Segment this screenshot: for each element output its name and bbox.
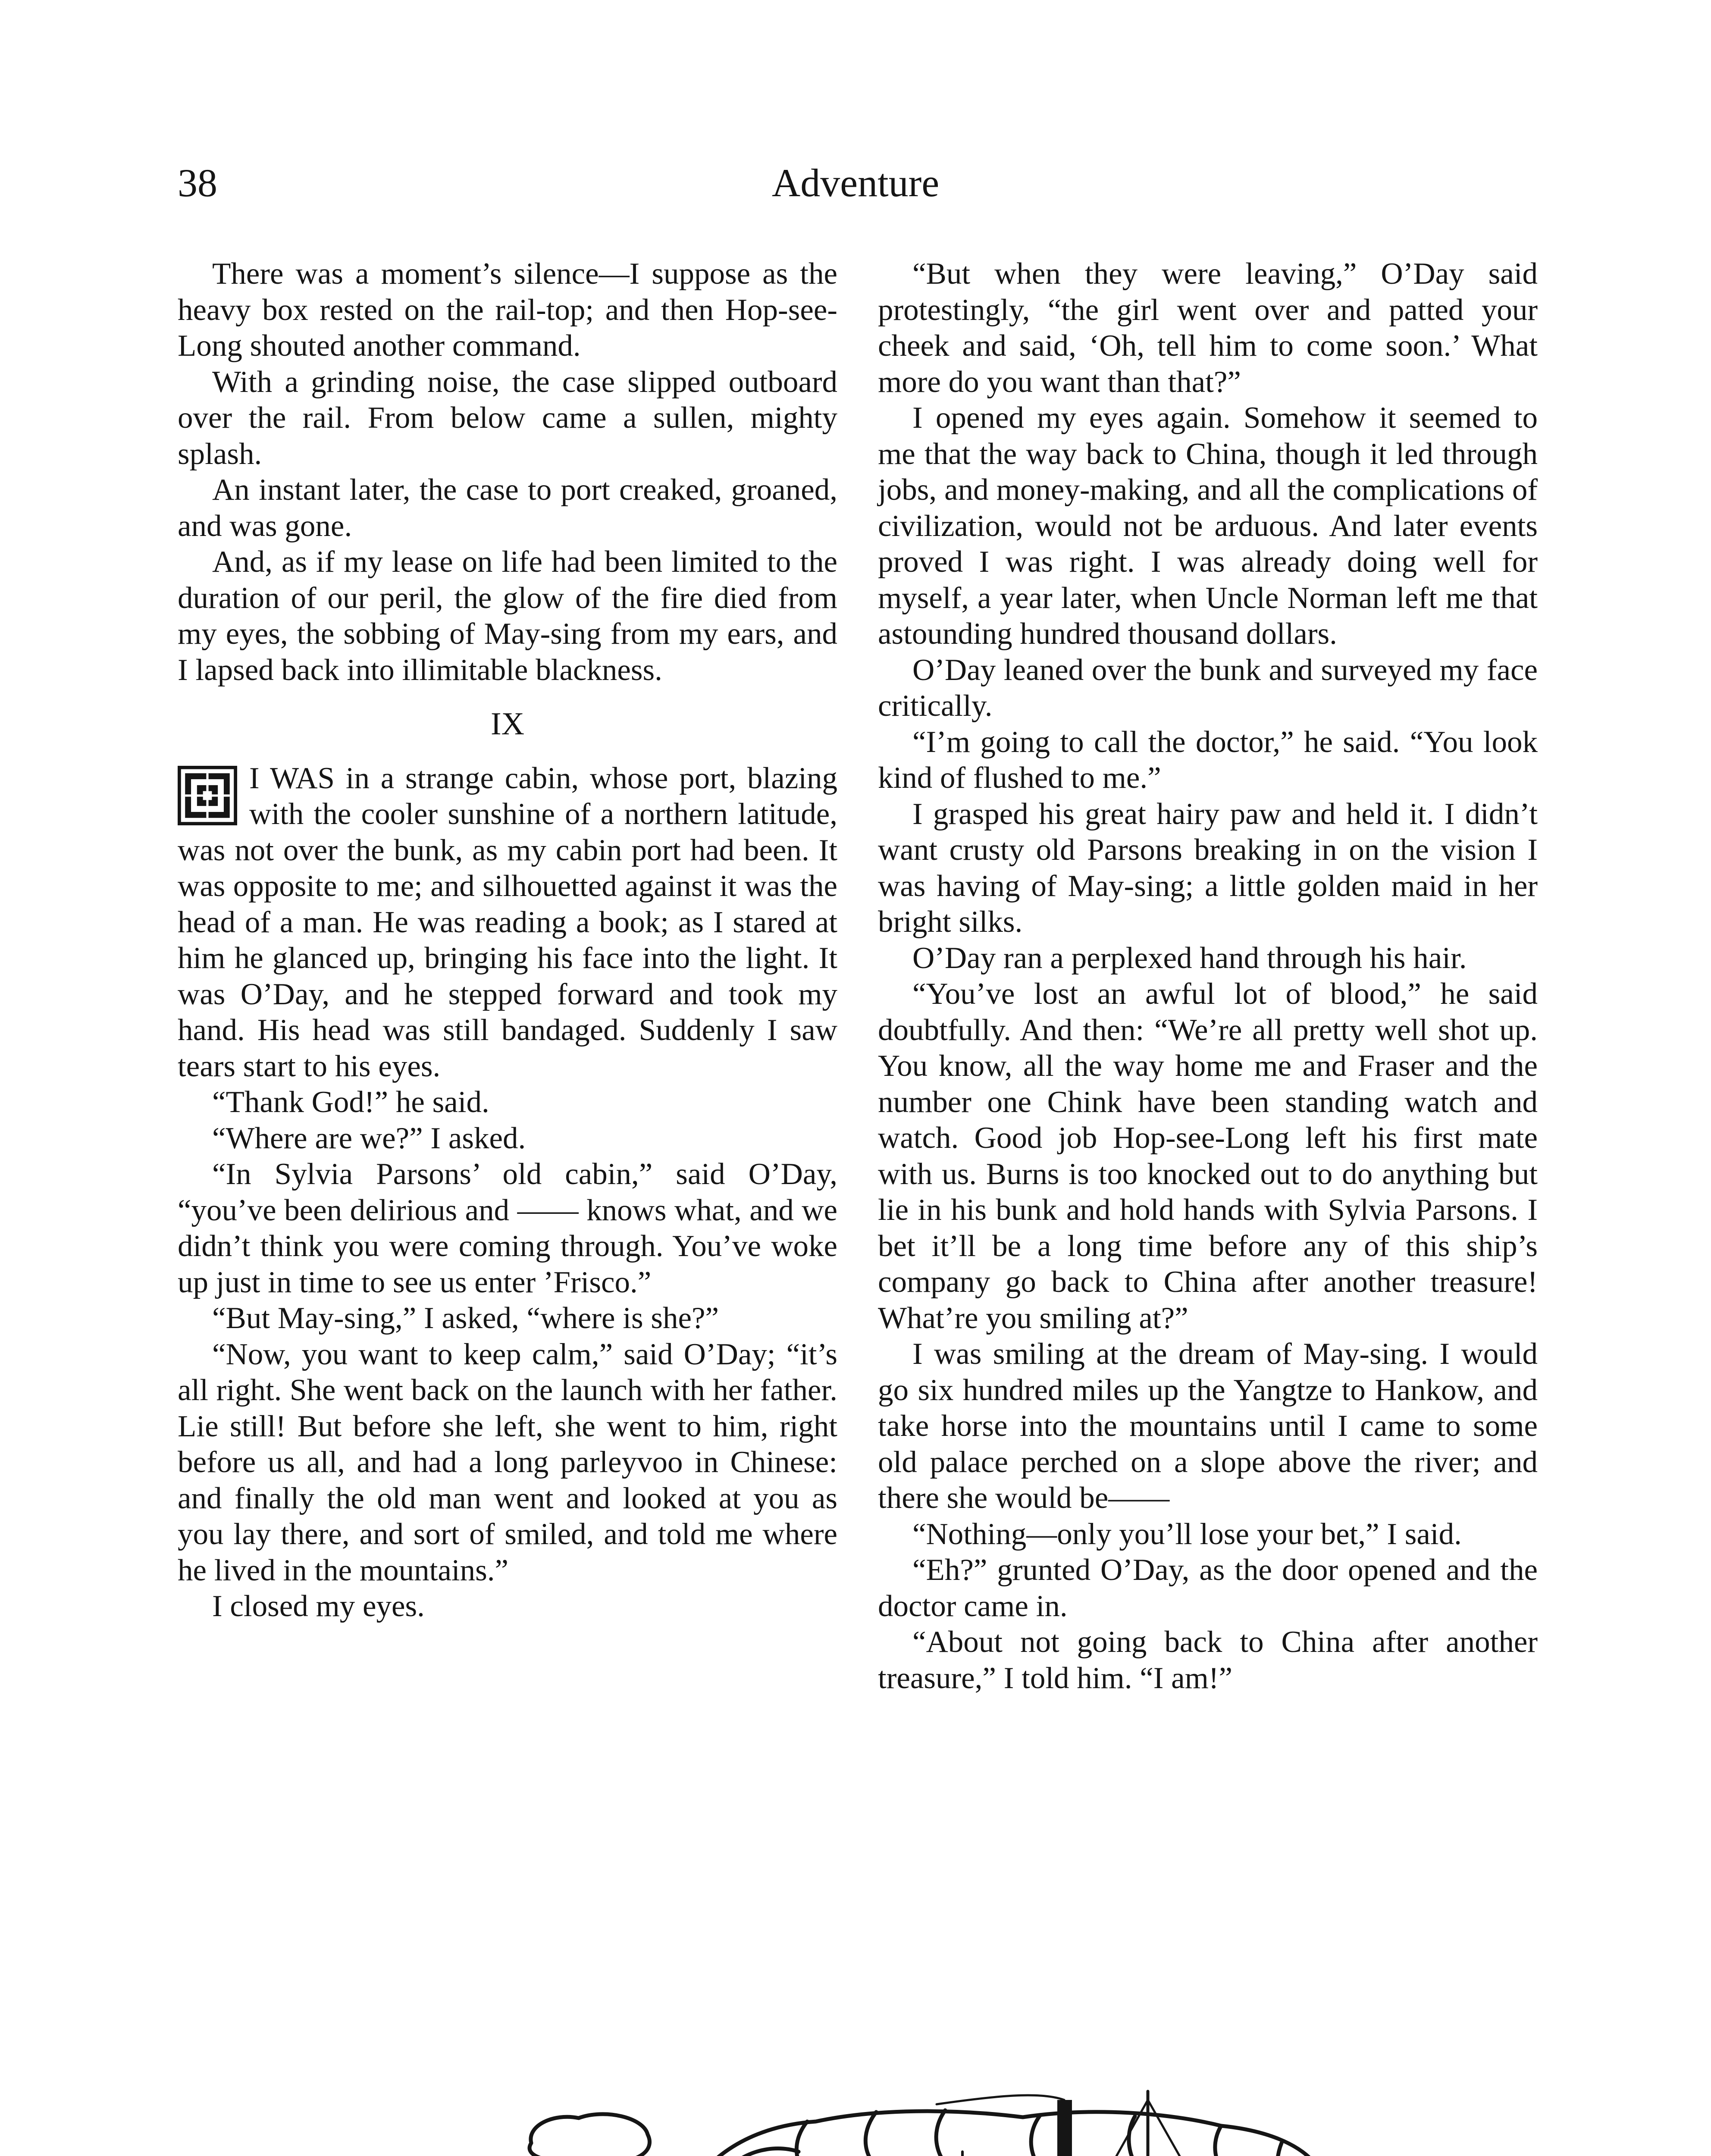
paragraph: I closed my eyes. bbox=[212, 1589, 425, 1623]
paragraph: An instant later, the case to port creaked, groaned, and was gone. bbox=[178, 473, 837, 543]
paragraph: “But when they were leaving,” O’Day said protestingly, “the girl went over and patted your cheek and said, ‘Oh, tell him to come soon.’ What more do you want than that?” bbox=[878, 257, 1538, 399]
right-column bbox=[878, 256, 1538, 1696]
paragraph: I grasped his great hairy paw and held it. I didn’t want crusty old Parsons breaking in on the vision I was having of May-sing; a little golden maid in her bright silks. bbox=[878, 797, 1538, 939]
paragraph: With a grinding noise, the case slipped outboard over the rail. From below came a sullen, mighty splash. bbox=[178, 365, 837, 471]
paragraph: O’Day leaned over the bunk and surveyed my face critically. bbox=[878, 653, 1538, 723]
ship-funnel bbox=[1057, 2100, 1072, 2156]
ship-illustration bbox=[178, 2065, 1536, 2156]
left-column bbox=[178, 256, 837, 1625]
paragraph: “Thank God!” he said. bbox=[212, 1085, 489, 1119]
paragraph: “Nothing—only you’ll lose your bet,” I said. bbox=[912, 1517, 1462, 1551]
chapter-opening-paragraph bbox=[178, 761, 837, 1085]
paragraph: O’Day ran a perplexed hand through his hair. bbox=[912, 941, 1467, 975]
cloud-icon bbox=[530, 2114, 649, 2156]
paragraph: I was smiling at the dream of May-sing. I would go six hundred miles up the Yangtze to Hankow, and take horse into the mountains until I came to some old palace perched on a slope above the river; and there she would be—— bbox=[878, 1337, 1538, 1515]
paragraph: “I’m going to call the doctor,” he said. “You look kind of flushed to me.” bbox=[878, 725, 1538, 795]
chapter-opening-text: I WAS in a strange cabin, whose port, blazing with the cooler sunshine of a northern latitude, was not over the bunk, as my cabin port had been. It was opposite to me; and silhouetted against it was the head of a man. He was reading a book; as I stared at him he glanced up, bringing his face into the light. It was O’Day, and he stepped forward and took my hand. His head was still bandaged. Suddenly I saw tears start to his eyes. bbox=[178, 761, 837, 1083]
paragraph: “You’ve lost an awful lot of blood,” he said doubtfully. And then: “We’re all pretty well shot up. You know, all the way home me and Fraser and the number one Chink have been standing watch and watch. Good job Hop-see-Long left his first mate with us. Burns is too knocked out to do anything but lie in his bunk and hold hands with Sylvia Parsons. I bet it’ll be a long time before any of this ship’s company go back to China after another treasure! What’re you smiling at?” bbox=[878, 977, 1538, 1335]
paragraph: “But May-sing,” I asked, “where is she?” bbox=[212, 1301, 719, 1335]
chapter-heading: IX bbox=[490, 706, 525, 742]
paragraph: “Where are we?” I asked. bbox=[212, 1121, 526, 1155]
paragraph: “About not going back to China after another treasure,” I told him. “I am!” bbox=[878, 1625, 1538, 1695]
paragraph: I opened my eyes again. Somehow it seemed to me that the way back to China, though it led through jobs, and money-making, and all the complications of civilization, would not be arduous. And later events proved I was right. I was already doing well for myself, a year later, when Uncle Norman left me that astounding hundred thousand dollars. bbox=[878, 401, 1538, 651]
page-number: 38 bbox=[178, 161, 217, 205]
paragraph: And, as if my lease on life had been limited to the duration of our peril, the glow of the fire died from my eyes, the sobbing of May-sing from my ears, and I lapsed back into illimitable blackness. bbox=[178, 545, 837, 687]
paragraph: “In Sylvia Parsons’ old cabin,” said O’Day, “you’ve been delirious and —— knows what, and we didn’t think you were coming through. You’ve woke up just in time to see us enter ’Frisco.” bbox=[178, 1157, 837, 1299]
paragraph: “Eh?” grunted O’Day, as the door opened and the doctor came in. bbox=[878, 1553, 1538, 1623]
paragraph: “Now, you want to keep calm,” said O’Day; “it’s all right. She went back on the launch with her father. Lie still! But before she left, she went to him, right before us all, and had a long parleyvoo in Chinese: and finally the old man went and looked at you as you lay there, and sort of smiled, and told me where he lived in the mountains.” bbox=[178, 1337, 837, 1587]
paragraph: There was a moment’s silence—I suppose as the heavy box rested on the rail-top; and then Hop-see-Long shouted another command. bbox=[178, 257, 837, 363]
running-title: Adventure bbox=[771, 161, 940, 205]
ornament-icon bbox=[178, 766, 237, 825]
